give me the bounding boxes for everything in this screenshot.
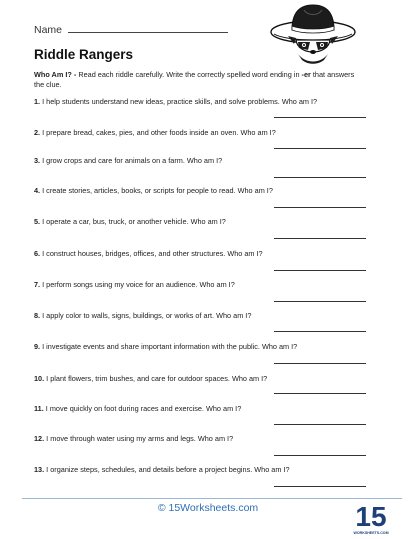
question-text: I help students understand new ideas, practice skills, and solve problems. Who am I?: [40, 97, 318, 106]
question-text: I construct houses, bridges, offices, and other structures. Who am I?: [40, 249, 263, 258]
question-9: [34, 342, 374, 351]
answer-line-4[interactable]: [274, 207, 366, 208]
answer-line-1[interactable]: [274, 117, 366, 118]
question-number: 12.: [34, 434, 45, 443]
question-number: 10.: [34, 374, 45, 383]
question-text: I investigate events and share important information with the public. Who am I?: [40, 342, 298, 351]
question-text: I perform songs using my voice for an audience. Who am I?: [40, 280, 235, 289]
name-label: Name: [34, 24, 63, 36]
instructions-text-2: that answers the clue.: [34, 70, 355, 89]
question-text: I create stories, articles, books, or scripts for people to read. Who am I?: [40, 186, 273, 195]
question-number: 4.: [34, 186, 41, 195]
answer-line-9[interactable]: [274, 363, 366, 364]
question-text: I move quickly on foot during races and exercise. Who am I?: [43, 404, 242, 413]
question-number: 13.: [34, 465, 45, 474]
answer-line-2[interactable]: [274, 148, 366, 149]
worksheet-title: Riddle Rangers: [34, 47, 134, 62]
answer-line-3[interactable]: [274, 177, 366, 178]
answer-line-5[interactable]: [274, 238, 366, 239]
question-number: 11.: [34, 404, 44, 413]
question-number: 8.: [34, 311, 41, 320]
question-text: I operate a car, bus, truck, or another vehicle. Who am I?: [40, 217, 226, 226]
15worksheets-logo: [353, 496, 389, 536]
answer-line-8[interactable]: [274, 331, 366, 332]
answer-line-7[interactable]: [274, 301, 366, 302]
question-6: [34, 249, 374, 258]
answer-line-13[interactable]: [274, 486, 366, 487]
question-8: [34, 311, 374, 320]
logo-number: 15: [355, 501, 387, 532]
question-text: I move through water using my arms and legs. Who am I?: [44, 434, 234, 443]
question-12: [34, 434, 374, 443]
answer-line-10[interactable]: [274, 393, 366, 394]
question-number: 2.: [34, 128, 41, 137]
footer-divider: [22, 498, 402, 499]
question-5: [34, 217, 374, 226]
question-text: I apply color to walls, signs, buildings, or works of art. Who am I?: [40, 311, 252, 320]
instructions: [34, 70, 364, 89]
question-11: [34, 404, 374, 413]
logo-text: WORKSHEETS.COM: [353, 531, 389, 535]
question-number: 9.: [34, 342, 41, 351]
question-number: 3.: [34, 156, 41, 165]
question-2: [34, 128, 374, 137]
question-text: I prepare bread, cakes, pies, and other foods inside an oven. Who am I?: [40, 128, 276, 137]
question-number: 6.: [34, 249, 41, 258]
question-13: [34, 465, 374, 474]
name-row: [34, 24, 228, 36]
question-number: 5.: [34, 217, 41, 226]
question-3: [34, 156, 374, 165]
footer-link[interactable]: © 15Worksheets.com: [157, 502, 259, 514]
question-4: [34, 186, 374, 195]
answer-line-11[interactable]: [274, 424, 366, 425]
question-10: [34, 374, 374, 383]
question-number: 1.: [34, 97, 41, 106]
question-number: 7.: [34, 280, 41, 289]
name-input-line[interactable]: [68, 25, 228, 33]
instructions-lead: Who Am I? -: [34, 70, 77, 79]
ranger-hat-illustration: [268, 2, 358, 66]
question-text: I grow crops and care for animals on a farm. Who am I?: [40, 156, 223, 165]
question-text: I plant flowers, trim bushes, and care for outdoor spaces. Who am I?: [44, 374, 268, 383]
question-7: [34, 280, 374, 289]
question-1: [34, 97, 374, 106]
answer-line-12[interactable]: [274, 455, 366, 456]
instructions-text: Read each riddle carefully. Write the correctly spelled word ending in: [76, 70, 302, 79]
answer-line-6[interactable]: [274, 270, 366, 271]
instructions-suffix: -er: [301, 70, 311, 79]
question-text: I organize steps, schedules, and details before a project begins. Who am I?: [44, 465, 290, 474]
